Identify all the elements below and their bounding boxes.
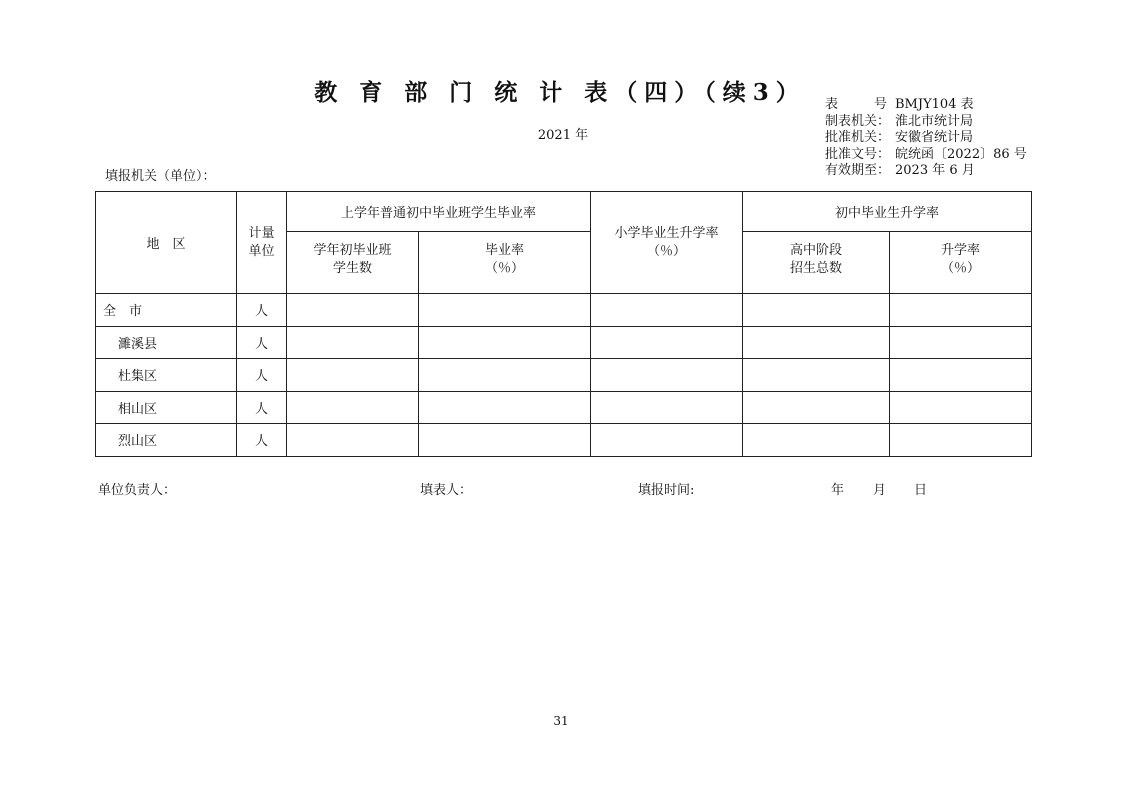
data-cell xyxy=(591,294,743,327)
footer-year: 年 xyxy=(831,483,845,498)
header-region xyxy=(96,192,237,294)
data-cell xyxy=(890,359,1032,392)
meta-label: 表号 xyxy=(825,97,887,112)
data-cell xyxy=(419,424,591,457)
statistics-table xyxy=(95,191,1032,457)
header-primary-advance-rate-line2: （％） xyxy=(647,243,687,259)
table-row xyxy=(96,326,1032,359)
report-year: 2021 年 xyxy=(537,128,589,143)
data-cell xyxy=(419,359,591,392)
header-graduation-rate-group xyxy=(287,192,591,232)
form-meta-block xyxy=(825,97,1027,180)
table-row xyxy=(96,294,1032,327)
data-cell xyxy=(890,326,1032,359)
header-graduating-students xyxy=(287,232,419,294)
footer-month: 月 xyxy=(873,483,887,498)
data-cell xyxy=(890,391,1032,424)
header-primary-advance-rate-line1: 小学毕业生升学率 xyxy=(614,225,719,241)
meta-label: 批准机关： xyxy=(825,130,891,145)
footer-fill-time: 填报时间: xyxy=(638,483,695,498)
unit-cell: 人 xyxy=(237,359,287,392)
data-cell xyxy=(890,424,1032,457)
data-cell xyxy=(591,424,743,457)
table-row xyxy=(96,424,1032,457)
region-cell: 全 市 xyxy=(96,294,237,327)
data-cell xyxy=(419,391,591,424)
meta-value: 2023 年 6 月 xyxy=(895,163,975,178)
data-cell xyxy=(591,391,743,424)
header-graduating-students-line2: 学生数 xyxy=(332,261,372,276)
unit-cell: 人 xyxy=(237,424,287,457)
footer-day: 日 xyxy=(914,483,928,498)
data-cell xyxy=(743,424,890,457)
data-cell xyxy=(287,359,419,392)
header-advance-rate-line2: （％） xyxy=(941,261,981,276)
header-primary-advance-rate xyxy=(591,192,743,294)
filler-organization-label: 填报机关（单位）： xyxy=(105,169,216,184)
table-row xyxy=(96,359,1032,392)
data-cell xyxy=(743,326,890,359)
header-region-label: 地 区 xyxy=(146,237,186,252)
header-graduation-rate-line2: （％） xyxy=(485,261,525,276)
table-row xyxy=(96,391,1032,424)
region-cell: 杜集区 xyxy=(96,359,237,392)
data-cell xyxy=(287,424,419,457)
header-unit-line2: 单位 xyxy=(248,243,275,259)
unit-cell: 人 xyxy=(237,391,287,424)
header-graduation-rate-group-label: 上学年普通初中毕业班学生毕业率 xyxy=(341,206,537,221)
region-cell: 濉溪县 xyxy=(96,326,237,359)
data-cell xyxy=(591,326,743,359)
header-junior-advance-rate-group-label: 初中毕业生升学率 xyxy=(835,206,940,221)
meta-form-number xyxy=(825,97,1027,114)
footer-filler: 填表人： xyxy=(420,483,473,498)
meta-value: 淮北市统计局 xyxy=(895,113,974,129)
unit-cell: 人 xyxy=(237,326,287,359)
data-cell xyxy=(287,294,419,327)
header-graduation-rate xyxy=(419,232,591,294)
header-graduation-rate-line1: 毕业率 xyxy=(485,243,525,258)
meta-value: 皖统函〔2022〕86 号 xyxy=(895,146,1027,162)
unit-cell: 人 xyxy=(237,294,287,327)
footer-responsible-person: 单位负责人： xyxy=(98,483,177,498)
data-cell xyxy=(743,294,890,327)
header-advance-rate-line1: 升学率 xyxy=(941,243,981,258)
meta-valid-until xyxy=(825,163,1027,180)
header-advance-rate xyxy=(890,232,1032,294)
data-cell xyxy=(743,359,890,392)
meta-label: 批准文号： xyxy=(825,146,891,162)
meta-value: BMJY104 表 xyxy=(895,97,974,112)
page-number: 31 xyxy=(553,714,569,728)
data-cell xyxy=(419,326,591,359)
data-cell xyxy=(743,391,890,424)
meta-label: 制表机关： xyxy=(825,113,891,129)
header-junior-advance-rate-group xyxy=(743,192,1032,232)
meta-value: 安徽省统计局 xyxy=(895,130,974,145)
header-unit-line1: 计量 xyxy=(248,225,275,241)
region-cell: 相山区 xyxy=(96,391,237,424)
meta-approving-authority xyxy=(825,130,1027,147)
data-cell xyxy=(890,294,1032,327)
header-high-school-enrollment-line2: 招生总数 xyxy=(790,261,843,276)
header-unit xyxy=(237,192,287,294)
meta-issuing-authority xyxy=(825,114,1027,131)
header-graduating-students-line1: 学年初毕业班 xyxy=(313,243,392,258)
header-high-school-enrollment xyxy=(743,232,890,294)
data-cell xyxy=(287,391,419,424)
data-cell xyxy=(591,359,743,392)
meta-label: 有效期至： xyxy=(825,163,891,178)
page-title: 教 育 部 门 统 计 表（四）（续3） xyxy=(314,79,806,106)
data-cell xyxy=(419,294,591,327)
data-cell xyxy=(287,326,419,359)
header-high-school-enrollment-line1: 高中阶段 xyxy=(790,243,843,258)
region-cell: 烈山区 xyxy=(96,424,237,457)
meta-approval-number xyxy=(825,147,1027,164)
